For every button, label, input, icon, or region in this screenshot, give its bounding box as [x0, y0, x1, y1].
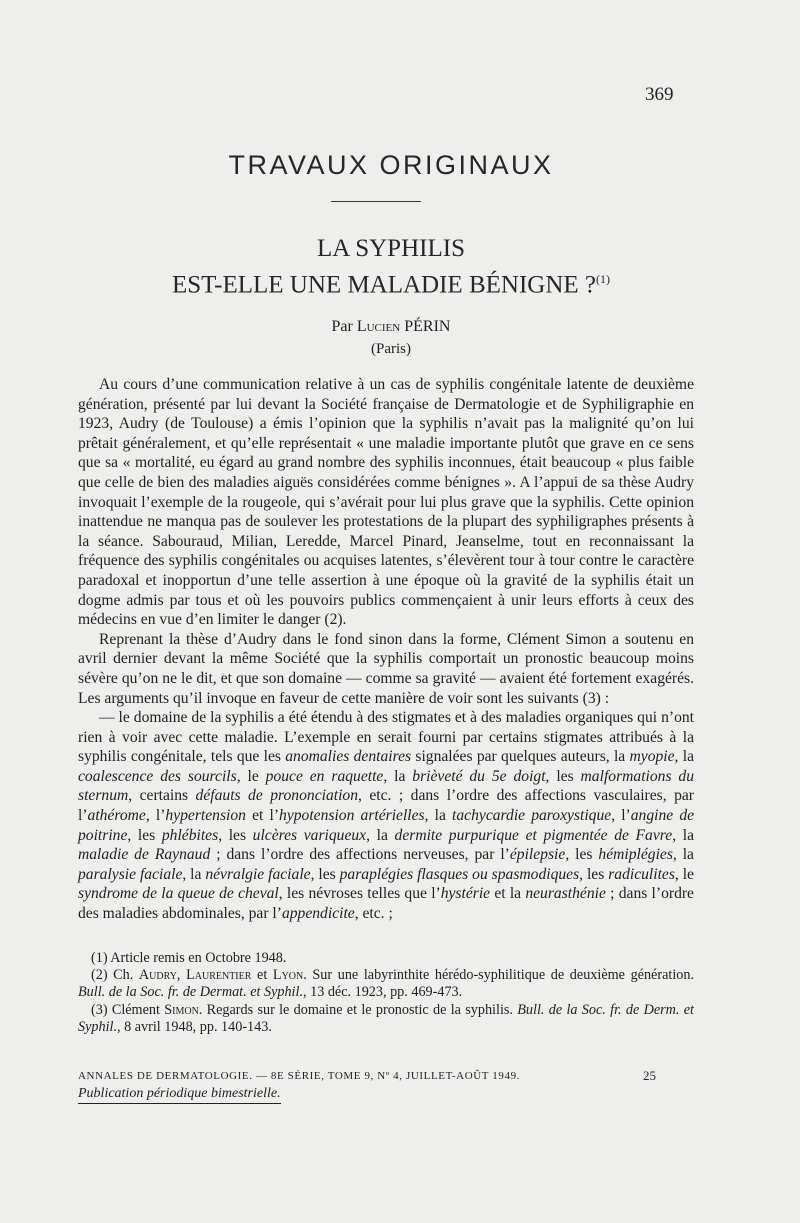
- text-run: signalées par quelques auteurs, la: [411, 748, 630, 766]
- heading-divider: [331, 201, 421, 202]
- title-line-1: LA SYPHILIS: [317, 235, 465, 262]
- footnote-2: [78, 967, 694, 1001]
- italic-term: dermite purpurique et pigmentée de Favre: [394, 826, 673, 844]
- italic-term: phlébites: [161, 826, 219, 844]
- italic-term: coalescence des sourcils: [78, 767, 237, 785]
- journal-citation: ANNALES DE DERMATOLOGIE. — 8E SÉRIE, TOME 9, Nº 4, JUILLET-AOÛT 1949.: [78, 1070, 521, 1082]
- byline: [0, 318, 782, 336]
- title-line-2: [0, 264, 782, 300]
- italic-term: athérome: [87, 807, 146, 825]
- text-run: (1) Article remis en Octobre 1948.: [91, 950, 287, 966]
- author-last-name: PÉRIN: [400, 318, 451, 335]
- text-run: , etc. ; dans l’ordre des affections vasculaires, par l’: [78, 787, 694, 825]
- italic-term: hypotension artérielles: [279, 807, 425, 825]
- text-run: , l’: [611, 807, 631, 825]
- title-footnote-ref: (1): [596, 272, 610, 286]
- italic-term: paraplégies flasques ou spasmodiques: [339, 865, 580, 883]
- text-run: , la: [672, 826, 694, 844]
- byline-prefix: Par: [331, 318, 357, 335]
- text-run: , certains: [128, 787, 196, 805]
- italic-term: Bull. de la Soc. fr. de Dermat. et Syphil.: [78, 984, 303, 1001]
- footnotes: [78, 950, 694, 1036]
- text-run: , les: [545, 767, 581, 785]
- text-run: . Regards sur le domaine et le pronostic de la syphilis.: [198, 1001, 518, 1018]
- text-run: , les: [579, 865, 609, 883]
- italic-term: anomalies dentaires: [285, 748, 412, 766]
- text-run: , l’: [145, 807, 166, 825]
- text-run: et: [251, 967, 273, 984]
- italic-term: radiculites: [608, 865, 675, 883]
- italic-term: névralgie faciale: [205, 865, 311, 883]
- text-run: ,: [176, 967, 187, 984]
- italic-term: malformations du sternum: [78, 767, 695, 805]
- author-first-name: Lucien: [356, 318, 401, 335]
- italic-term: Bull. de la Soc. fr. de Derm. et Syphil.: [78, 1001, 694, 1035]
- italic-term: maladie de Raynaud: [78, 846, 211, 864]
- text-run: , la: [182, 865, 206, 883]
- italic-term: hypertension: [165, 807, 246, 825]
- italic-term: hémiplégies: [598, 846, 673, 864]
- author-name: Lyon: [272, 967, 304, 984]
- text-run: , le: [236, 767, 266, 785]
- author-name: Audry: [138, 967, 177, 984]
- author-name: Simon: [164, 1001, 199, 1018]
- italic-term: syndrome de la queue de cheval: [78, 885, 279, 903]
- text-run: , la: [424, 807, 453, 825]
- page-number: 369: [645, 84, 674, 105]
- italic-term: angine de poitrine: [78, 807, 695, 844]
- text-run: , les: [565, 846, 599, 864]
- periodical-note: Publication périodique bimestrielle.: [78, 1086, 281, 1104]
- text-run: , les névroses telles que l’: [278, 885, 441, 903]
- author-name: Laurentier: [186, 967, 252, 984]
- footnote-1: [78, 950, 694, 967]
- text-run: , les: [218, 826, 253, 844]
- italic-term: épilepsie: [509, 846, 566, 864]
- text-run: ; dans l’ordre des affections nerveuses, par l’: [210, 846, 510, 864]
- text-run: (2) Ch.: [91, 967, 139, 984]
- text-run: ; dans l’ordre des maladies abdominales, par l’: [78, 885, 694, 923]
- journal-page-number: 25: [643, 1068, 656, 1083]
- text-run: , 13 déc. 1923, pp. 469-473.: [303, 984, 463, 1001]
- text-run: . Sur une labyrinthite hérédo-syphilitique de deuxième génération.: [303, 967, 694, 984]
- paragraph-2: Reprenant la thèse d’Audry dans le fond sinon dans la forme, Clément Simon a soutenu en avril dernier devant la même Société que la syphilis comportait un pronostic beaucoup moins sévère qu’on ne le dit, et que son domaine — comme sa gravité — avaient été fortement exagérés. Les arguments qu’il invoque en faveur de cette manière de voir sont les suivants (3) :: [78, 630, 694, 707]
- paragraph-1: Au cours d’une communication relative à un cas de syphilis congénitale latente de deuxième génération, présenté par lui devant la Société française de Dermatologie et de Syphiligraphie en 1923, Audry (de Toulouse) a émis l’opinion que la syphilis n’avait pas la malignité qu’on lui prêtait généralement, et qu’elle représentait « une maladie importante plutôt que grave en ce sens que sa « mortalité, eu égard au grand nombre des syphilis inconnues, était beaucoup « plus faible que celle de bien des maladies aiguës considérées comme bénignes ». A l’appui de sa thèse Audry invoquait l’exemple de la rougeole, qui s’avérait pour lui plus grave que la syphilis. Cette opinion inattendue ne manqua pas de soulever les protestations de la plupart des syphiligraphes présents à la séance. Sabouraud, Milian, Leredde, Marcel Pinard, Jeanselme, tout en reconnaissant la fréquence des syphilis congénitales ou acquises latentes, s’élevèrent tour à tour contre le caractère paradoxal et inopportun d’une telle assertion à une époque où la gravité de la syphilis était un dogme admis par tous et où les pouvoirs publics commençaient à unir leurs efforts à ceux des médecins en vue d’en limiter le danger (2).: [78, 376, 694, 629]
- footnote-3: [78, 1002, 694, 1036]
- italic-term: tachycardie paroxystique: [452, 807, 612, 825]
- italic-term: brièveté du 5e doigt: [412, 767, 546, 785]
- title-line-2-text: EST-ELLE UNE MALADIE BÉNIGNE ?: [172, 271, 596, 299]
- italic-term: appendicite: [281, 905, 355, 923]
- author-affiliation: (Paris): [371, 341, 411, 357]
- text-run: (3) Clément: [91, 1001, 165, 1018]
- text-run: , le: [674, 865, 694, 883]
- article-body: [78, 375, 694, 924]
- text-run: , 8 avril 1948, pp. 140-143.: [117, 1018, 272, 1035]
- article-title: [0, 233, 782, 300]
- text-run: , les: [127, 826, 162, 844]
- section-heading: TRAVAUX ORIGINAUX: [228, 150, 554, 180]
- text-run: , la: [674, 748, 694, 766]
- italic-term: ulcères variqueux: [252, 826, 367, 844]
- italic-term: hystérie: [440, 885, 491, 903]
- text-run: , la: [366, 826, 395, 844]
- paragraph-3: [78, 708, 694, 924]
- italic-term: défauts de prononciation: [195, 787, 358, 805]
- text-run: , la: [383, 767, 413, 785]
- text-run: , la: [672, 846, 694, 864]
- text-run: , etc. ;: [354, 905, 393, 923]
- italic-term: pouce en raquette: [265, 767, 384, 785]
- text-run: — le domaine de la syphilis a été étendu à des stigmates et à des maladies organiques qui n’ont rien à voir avec cette maladie. L’exemple en serait fourni par certains stigmates attribués à la syphilis congénitale, tels que les: [78, 709, 694, 766]
- text-run: , les: [310, 865, 340, 883]
- text-run: et l’: [245, 807, 280, 825]
- italic-term: neurasthénie: [525, 885, 606, 903]
- text-run: et la: [490, 885, 526, 903]
- italic-term: myopie: [629, 748, 675, 766]
- italic-term: paralysie faciale: [78, 865, 183, 883]
